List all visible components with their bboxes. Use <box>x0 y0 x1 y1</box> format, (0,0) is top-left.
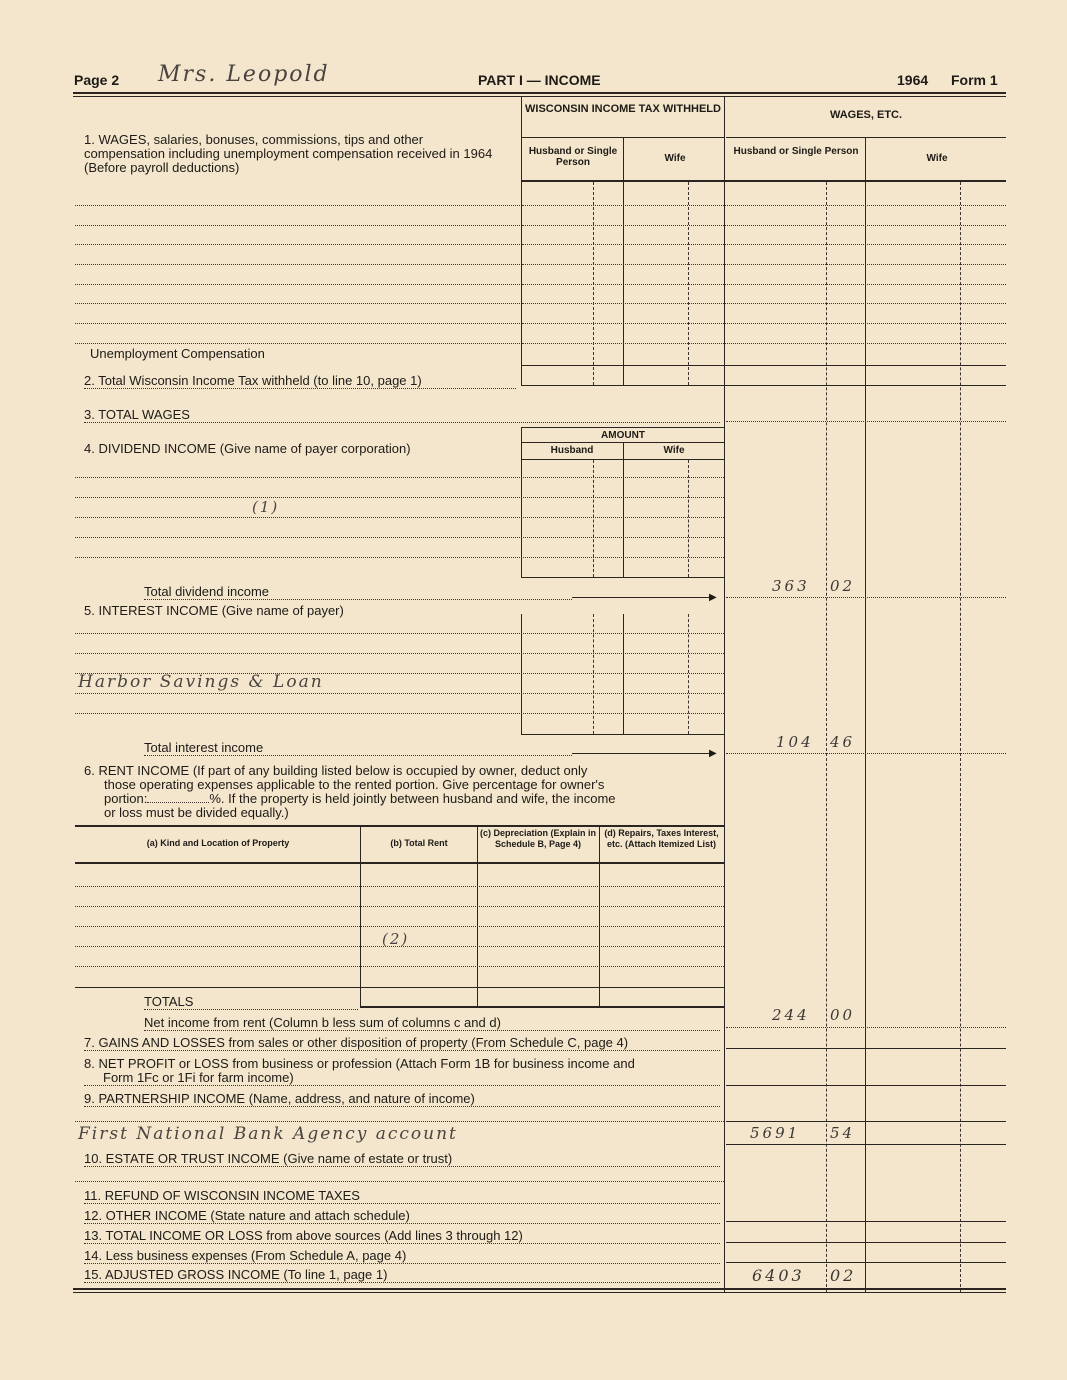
col-wages-husband: Husband or Single Person <box>733 146 859 157</box>
wage-amount-row <box>522 323 1006 324</box>
line-11-refund: 11. REFUND OF WISCONSIN INCOME TAXES <box>84 1188 720 1204</box>
line-2-withheld: 2. Total Wisconsin Income Tax withheld (to line 10, page 1) <box>84 373 516 389</box>
line-9-rule <box>726 1121 1006 1122</box>
wage-entry-row[interactable] <box>75 343 520 344</box>
wages-header: WAGES, ETC. <box>829 109 903 121</box>
header-divider-2 <box>726 137 1006 138</box>
interest-payer-handwritten: Harbor Savings & Loan <box>78 672 324 692</box>
rent-text-1: 6. RENT INCOME (If part of any building listed below is occupied by owner, deduct only <box>84 763 588 778</box>
bottom-rule <box>73 1288 1006 1290</box>
wage-amount-row <box>522 284 1006 285</box>
rent-entry-row[interactable] <box>75 966 724 967</box>
int-left-rule <box>521 614 522 734</box>
dividend-note-handwritten: (1) <box>252 498 280 516</box>
rent-cents: 00 <box>830 1006 856 1024</box>
wage-entry-row[interactable] <box>75 303 520 304</box>
interest-entry-row[interactable] <box>75 693 724 694</box>
wages-left-rule <box>724 97 725 1292</box>
line-2-rule <box>522 385 1006 386</box>
withheld-mid-rule <box>623 137 624 386</box>
rent-entry-row[interactable] <box>75 906 724 907</box>
owner-percentage-field[interactable] <box>147 802 209 803</box>
line-8-net-profit <box>84 1057 720 1086</box>
line-9-partnership: 9. PARTNERSHIP INCOME (Name, address, and nature of income) <box>84 1091 720 1107</box>
line-15-agi: 15. ADJUSTED GROSS INCOME (To line 1, page 1) <box>84 1267 720 1283</box>
line-10-estate: 10. ESTATE OR TRUST INCOME (Give name of estate or trust) <box>84 1151 720 1167</box>
rent-col-rule-3 <box>599 825 600 1006</box>
arrow-right-icon: ▶ <box>709 592 717 603</box>
line-8-text-2: Form 1Fc or 1Fi for farm income) <box>84 1071 720 1086</box>
rent-note-handwritten: (2) <box>382 930 410 948</box>
amount-husband-header: Husband <box>550 445 594 456</box>
estate-entry-row[interactable] <box>75 1181 724 1182</box>
wage-entry-row[interactable] <box>75 264 520 265</box>
rent-amount: 244 <box>772 1006 810 1024</box>
line-13-amount <box>726 1242 1006 1243</box>
agi-amount: 6403 <box>752 1266 805 1285</box>
col-withheld-wife: Wife <box>664 153 686 164</box>
rent-totals-bottom <box>360 1006 724 1008</box>
line-3-total-wages: 3. TOTAL WAGES <box>84 407 720 423</box>
dividend-entry-row[interactable] <box>75 537 724 538</box>
rent-col-a: (a) Kind and Location of Property <box>146 838 290 848</box>
wage-entry-row[interactable] <box>75 323 520 324</box>
rent-text-3: portion: <box>104 791 148 806</box>
partnership-amount-row <box>726 1144 1006 1145</box>
dividend-entry-row[interactable] <box>75 497 724 498</box>
unemployment-label: Unemployment Compensation <box>90 346 265 361</box>
wage-entry-row[interactable] <box>75 205 520 206</box>
wage-entry-row[interactable] <box>75 225 520 226</box>
total-dividend-label: Total dividend income <box>144 584 572 600</box>
line-3-amount <box>726 421 1006 422</box>
dividend-entry-row[interactable] <box>75 517 724 518</box>
line-13-total: 13. TOTAL INCOME OR LOSS from above sources (Add lines 3 through 12) <box>84 1228 720 1244</box>
rent-col-c: (c) Depreciation (Explain in Schedule B, Page 4) <box>479 828 597 849</box>
withheld-header: WISCONSIN INCOME TAX WITHHELD <box>525 103 721 115</box>
partnership-amount: 5691 <box>750 1124 801 1142</box>
wage-amount-row <box>522 303 1006 304</box>
dividend-amount-row <box>726 597 1006 598</box>
col-withheld-husband: Husband or Single Person <box>528 146 618 168</box>
wage-amount-row <box>522 244 1006 245</box>
amount-header: AMOUNT <box>601 430 645 441</box>
rent-totals-label: TOTALS <box>144 994 358 1010</box>
wages-mid-rule <box>865 137 866 1292</box>
rent-rows-bottom <box>75 987 724 988</box>
dividend-entry-row[interactable] <box>75 477 724 478</box>
interest-entry-row[interactable] <box>75 653 724 654</box>
wage-amount-row <box>522 205 1006 206</box>
line-12-amount <box>726 1221 1006 1222</box>
agi-cents: 02 <box>830 1266 857 1285</box>
dividend-cents: 02 <box>830 577 856 595</box>
taxpayer-name-handwritten: Mrs. Leopold <box>158 62 330 87</box>
wage-amount-row <box>522 225 1006 226</box>
dividend-arrow <box>572 597 712 598</box>
rent-header-bottom <box>75 862 724 864</box>
form-year: 1964 <box>897 72 929 88</box>
rent-table-top <box>75 825 724 827</box>
line-14-business-expenses: 14. Less business expenses (From Schedule A, page 4) <box>84 1248 720 1264</box>
line-1-wages: 1. WAGES, salaries, bonuses, commissions, tips and other compensation including unemployment compensation received in 1964 (Before payroll deductions) <box>84 132 493 175</box>
line-6-rent <box>84 764 714 820</box>
rent-col-rule-1 <box>360 825 361 1006</box>
interest-entry-row[interactable] <box>75 633 724 634</box>
net-rent-label: Net income from rent (Column b less sum of columns c and d) <box>144 1015 720 1031</box>
unemployment-row <box>522 365 1006 366</box>
line-4-dividend: 4. DIVIDEND INCOME (Give name of payer corporation) <box>84 441 411 456</box>
form-number: Form 1 <box>951 72 998 88</box>
interest-amount-row <box>726 753 1006 754</box>
line-12-other: 12. OTHER INCOME (State nature and attach schedule) <box>84 1208 720 1224</box>
partnership-name-handwritten: First National Bank Agency account <box>78 1124 458 1144</box>
wages-wife-cents-rule <box>960 182 961 1292</box>
part-title: PART I — INCOME <box>478 72 601 88</box>
bottom-rule-thin <box>73 1292 1006 1293</box>
rent-col-b: (b) Total Rent <box>390 838 448 848</box>
dividend-entry-row[interactable] <box>75 557 724 558</box>
rent-amount-row <box>726 1027 1006 1028</box>
interest-entry-row[interactable] <box>75 713 724 714</box>
rent-col-d: (d) Repairs, Taxes Interest, etc. (Attach Itemized List) <box>604 828 719 849</box>
arrow-right-icon: ▶ <box>709 748 717 759</box>
rent-text-2: those operating expenses applicable to the rented portion. Give percentage for owner's <box>104 777 605 792</box>
rent-entry-row[interactable] <box>75 926 724 927</box>
amount-box-top <box>521 427 724 428</box>
wages-cents-rule <box>826 182 827 1292</box>
line-7-gains: 7. GAINS AND LOSSES from sales or other disposition of property (From Schedule C, page 4) <box>84 1035 720 1051</box>
dividend-amount: 363 <box>772 577 810 595</box>
wage-entry-row[interactable] <box>75 244 520 245</box>
line-8-text-1: 8. NET PROFIT or LOSS from business or profession (Attach Form 1B for business income and <box>84 1056 635 1071</box>
wage-amount-row <box>522 343 1006 344</box>
int-cents-rule <box>593 614 594 734</box>
int-mid-rule <box>623 614 624 734</box>
rent-text-5: or loss must be divided equally.) <box>104 805 289 820</box>
wage-entry-row[interactable] <box>75 284 520 285</box>
top-rule-thin <box>73 96 1006 97</box>
line-5-interest: 5. INTEREST INCOME (Give name of payer) <box>84 603 344 618</box>
partnership-cents: 54 <box>830 1124 856 1142</box>
interest-arrow <box>572 753 712 754</box>
page-number: Page 2 <box>74 72 120 88</box>
rent-text-4: %. If the property is held jointly between husband and wife, the income <box>209 791 616 806</box>
interest-amount: 104 <box>776 733 814 751</box>
wage-amount-row <box>522 264 1006 265</box>
line-7-amount <box>726 1048 1006 1049</box>
rent-entry-row[interactable] <box>75 886 724 887</box>
total-interest-label: Total interest income <box>144 740 572 756</box>
header-bottom <box>522 180 1006 182</box>
top-rule <box>73 92 1006 94</box>
interest-box-bottom <box>521 734 724 735</box>
div-left-rule <box>521 427 522 578</box>
partnership-entry-row[interactable] <box>75 1121 724 1122</box>
col-wages-wife: Wife <box>926 153 948 164</box>
int-wife-cents-rule <box>688 614 689 734</box>
line-14-amount <box>726 1262 1006 1263</box>
rent-col-rule-2 <box>477 825 478 1006</box>
dividend-box-bottom <box>521 577 724 578</box>
interest-cents: 46 <box>830 733 856 751</box>
amount-wife-header: Wife <box>663 445 685 456</box>
line-8-amount <box>726 1085 1006 1086</box>
